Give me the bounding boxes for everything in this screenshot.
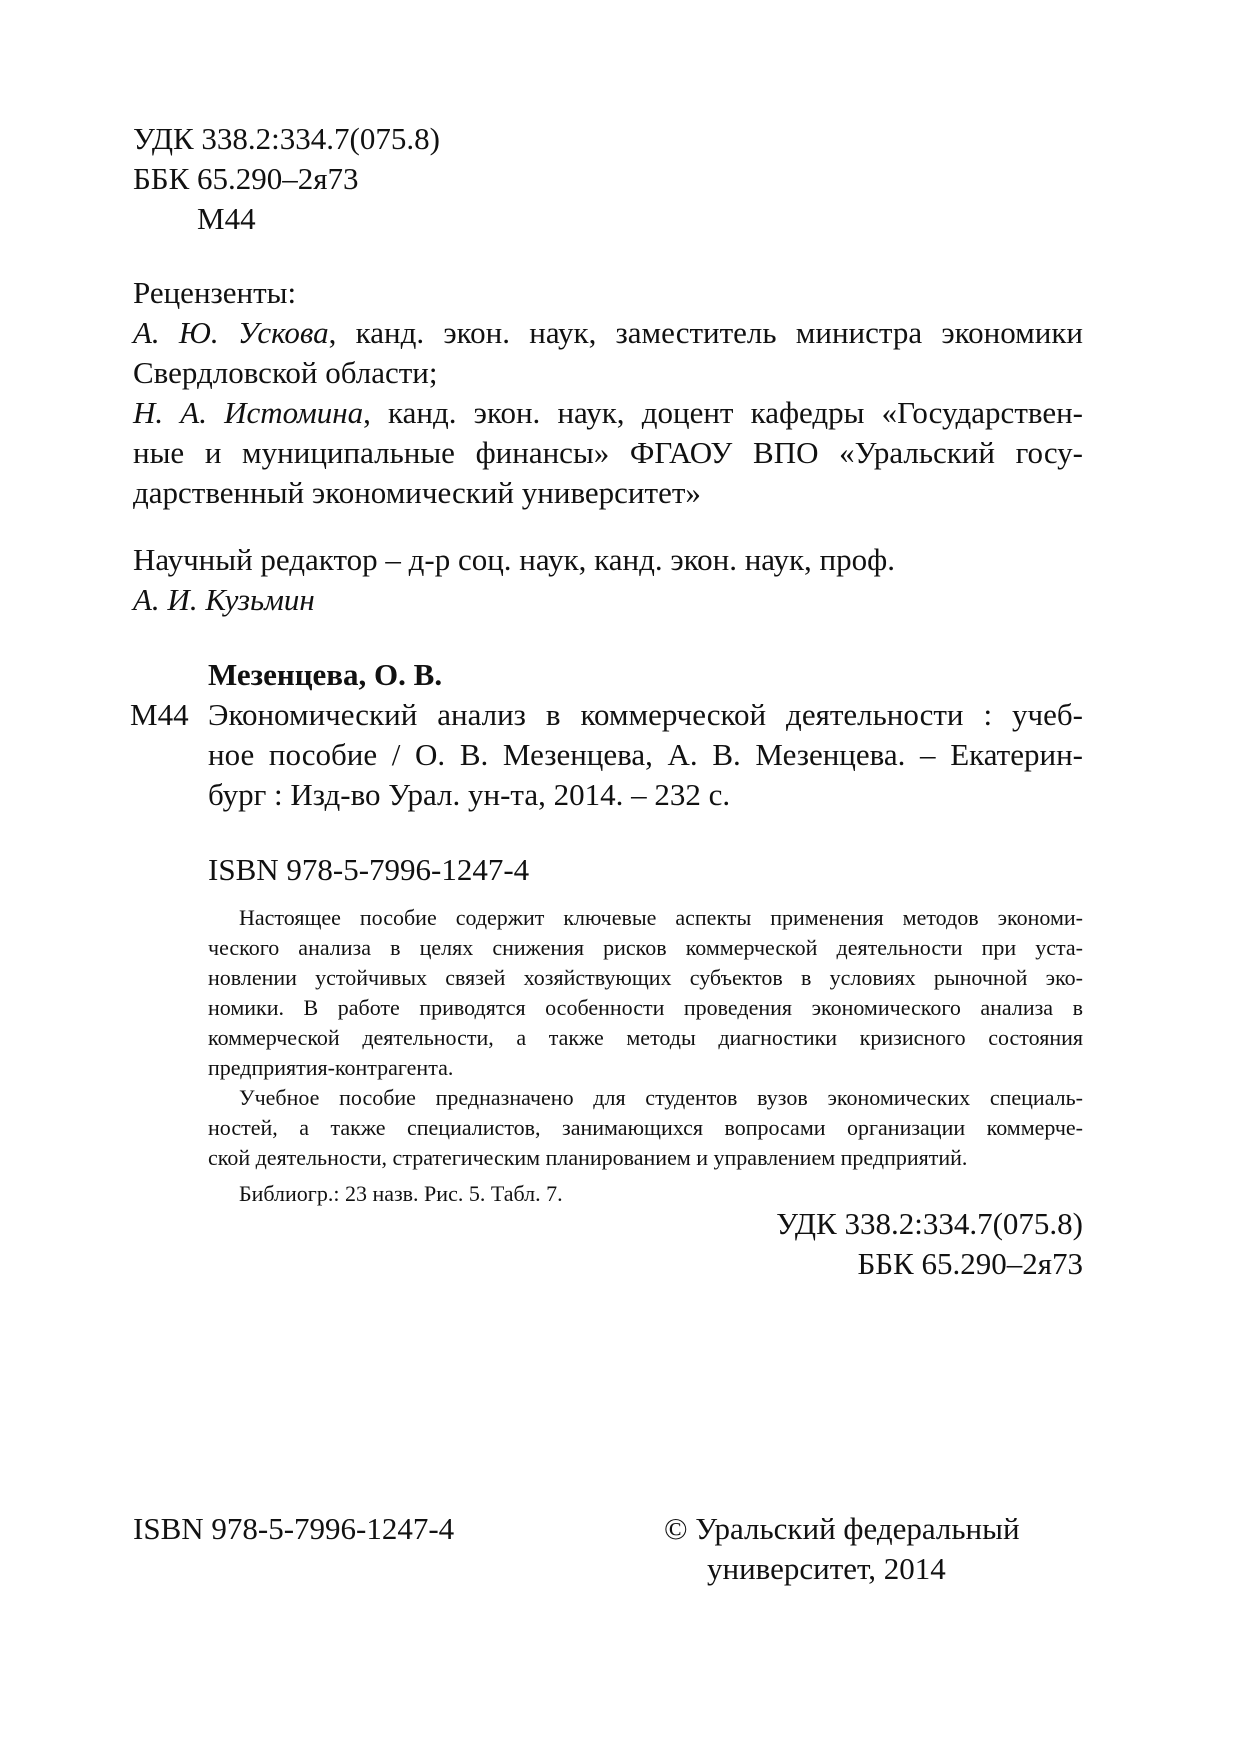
- classification-bottom: [600, 1204, 1083, 1284]
- abstract-p1-line-1: Настоящее пособие содержит ключевые аспекты применения методов экономи-: [239, 905, 1083, 930]
- author-mark: М44: [197, 201, 256, 236]
- abstract-p2-line-3: ской деятельности, стратегическим планированием и управлением предприятий.: [208, 1145, 968, 1170]
- bbk-code-bottom: ББК 65.290–2я73: [857, 1246, 1083, 1281]
- copyright: [664, 1509, 1020, 1589]
- abstract-p1-line-5: коммерческой деятельности, а также методы диагностики кризисного состояния: [208, 1025, 1083, 1050]
- record-mark: М44: [130, 697, 189, 732]
- record-title-line-1: Экономический анализ в коммерческой деятельности : учеб-: [208, 697, 1083, 732]
- reviewers-heading: Рецензенты:: [133, 275, 297, 310]
- reviewer-1-name: А. Ю. Ускова: [133, 315, 329, 350]
- reviewer-1-line-1: А. Ю. Ускова, канд. экон. наук, заместитель министра экономики: [133, 315, 1083, 350]
- reviewer-1-line-2: Свердловской области;: [133, 355, 438, 390]
- reviewer-2-name: Н. А. Истомина: [133, 395, 364, 430]
- abstract-biblio: Библиогр.: 23 назв. Рис. 5. Табл. 7.: [239, 1181, 563, 1206]
- record-title-line-3: бург : Изд-во Урал. ун-та, 2014. – 232 с.: [208, 777, 731, 812]
- editor-line: Научный редактор – д-р соц. наук, канд. экон. наук, проф.: [133, 542, 895, 577]
- record-title-line-2: ное пособие / О. В. Мезенцева, А. В. Мезенцева. – Екатерин-: [208, 737, 1083, 772]
- abstract-p1-line-2: ческого анализа в целях снижения рисков коммерческой деятельности при уста-: [208, 935, 1083, 960]
- footer-isbn: ISBN 978-5-7996-1247-4: [133, 1511, 455, 1546]
- record-isbn: ISBN 978-5-7996-1247-4: [208, 852, 530, 887]
- record-title: [208, 695, 1083, 815]
- abstract-p2-line-1: Учебное пособие предназначено для студентов вузов экономических специаль-: [239, 1085, 1083, 1110]
- abstract-p2-line-2: ностей, а также специалистов, занимающихся вопросами организации коммерче-: [208, 1115, 1083, 1140]
- record-author: Мезенцева, О. В.: [208, 657, 443, 692]
- abstract-p1-line-4: номики. В работе приводятся особенности проведения экономического анализа в: [208, 995, 1083, 1020]
- reviewer-2-line-2: ные и муниципальные финансы» ФГАОУ ВПО «Уральский госу-: [133, 435, 1083, 470]
- editor-name: А. И. Кузьмин: [133, 582, 315, 617]
- abstract-p1-line-3: новлении устойчивых связей хозяйствующих субъектов в условиях рыночной эко-: [208, 965, 1083, 990]
- classification-top: [133, 119, 440, 239]
- bbk-code: ББК 65.290–2я73: [133, 161, 359, 196]
- udk-code-bottom: УДК 338.2:334.7(075.8): [776, 1206, 1083, 1241]
- editor-section: [133, 540, 895, 620]
- reviewer-2-line-1: Н. А. Истомина, канд. экон. наук, доцент кафедры «Государствен-: [133, 395, 1083, 430]
- copyright-line-1: © Уральский федеральный: [664, 1511, 1020, 1546]
- copyright-line-2: университет, 2014: [707, 1551, 946, 1586]
- abstract-p1-line-6: предприятия-контрагента.: [208, 1055, 454, 1080]
- udk-code: УДК 338.2:334.7(075.8): [133, 121, 440, 156]
- abstract: [208, 903, 1083, 1209]
- reviewer-2-line-3: дарственный экономический университет»: [133, 475, 701, 510]
- reviewers-section: [133, 273, 1083, 513]
